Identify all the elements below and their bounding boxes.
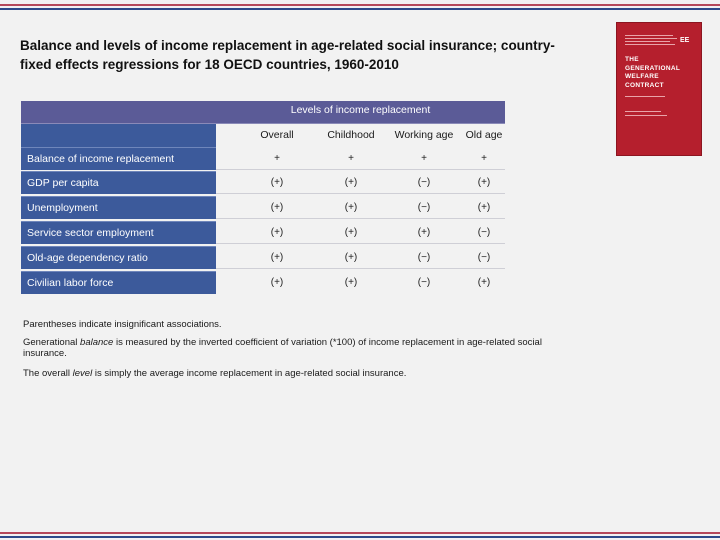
table-cell: (+) bbox=[344, 277, 358, 288]
table-cell: (+) bbox=[417, 227, 431, 238]
table-cell: (−) bbox=[477, 227, 491, 238]
table-cell: (+) bbox=[270, 177, 284, 188]
bottom-rule-red bbox=[0, 532, 720, 534]
table-cell: (+) bbox=[270, 202, 284, 213]
table-row bbox=[21, 171, 505, 194]
table-row bbox=[21, 196, 505, 219]
cover-badge: EE bbox=[680, 37, 690, 44]
table-cell: (+) bbox=[344, 227, 358, 238]
table-cell: (+) bbox=[344, 177, 358, 188]
row-label: Civilian labor force bbox=[21, 271, 216, 294]
row-divider bbox=[216, 243, 505, 244]
table-super-header bbox=[21, 101, 505, 124]
bottom-rule-blue bbox=[0, 536, 720, 538]
table-cell: (+) bbox=[477, 177, 491, 188]
table-row bbox=[21, 147, 505, 170]
row-divider bbox=[216, 193, 505, 194]
super-header-label: Levels of income replacement bbox=[290, 104, 431, 116]
row-divider bbox=[216, 218, 505, 219]
row-label: Unemployment bbox=[21, 196, 216, 219]
table-cell: (−) bbox=[417, 177, 431, 188]
table-cell: (+) bbox=[270, 252, 284, 263]
row-label: Balance of income replacement bbox=[21, 147, 216, 170]
table-cell: + bbox=[421, 153, 427, 164]
top-rule-red bbox=[0, 4, 720, 6]
note-balance: Generational balance is measured by the inverted coefficient of variation (*100) of income replacement in age-related social insurance. bbox=[23, 337, 542, 359]
table-cell: (−) bbox=[417, 252, 431, 263]
table-cell: (+) bbox=[270, 277, 284, 288]
note-insignificant: Parentheses indicate insignificant associations. bbox=[23, 319, 222, 330]
row-label: GDP per capita bbox=[21, 171, 216, 194]
table-cell: (−) bbox=[417, 202, 431, 213]
table-cell: (+) bbox=[344, 252, 358, 263]
column-header-working-age: Working age bbox=[394, 129, 454, 141]
top-rule-blue bbox=[0, 8, 720, 10]
table-cell: (+) bbox=[270, 227, 284, 238]
column-header-old-age: Old age bbox=[465, 129, 503, 141]
table-row bbox=[21, 246, 505, 269]
book-cover-image bbox=[617, 23, 701, 155]
table-row bbox=[21, 271, 505, 294]
table-cell: + bbox=[481, 153, 487, 164]
table-cell: + bbox=[274, 153, 280, 164]
table-cell: + bbox=[348, 153, 354, 164]
column-header-overall: Overall bbox=[260, 129, 294, 141]
table-stub-header bbox=[21, 124, 216, 147]
table-cell: (−) bbox=[477, 252, 491, 263]
row-label: Old-age dependency ratio bbox=[21, 246, 216, 269]
slide-title: Balance and levels of income replacement in age-related social insurance; country-fixed effects regressions for 18 OECD countries, 1960-2010 bbox=[20, 38, 555, 72]
row-divider bbox=[216, 169, 505, 170]
note-level: The overall level is simply the average income replacement in age-related social insurance. bbox=[23, 368, 407, 379]
table-cell: (+) bbox=[344, 202, 358, 213]
table-cell: (−) bbox=[417, 277, 431, 288]
row-divider bbox=[216, 268, 505, 269]
row-label: Service sector employment bbox=[21, 221, 216, 244]
table-cell: (+) bbox=[477, 277, 491, 288]
column-header-childhood: Childhood bbox=[327, 129, 375, 141]
table-row bbox=[21, 221, 505, 244]
table-cell: (+) bbox=[477, 202, 491, 213]
cover-title: THE GENERATIONAL WELFARE CONTRACT bbox=[625, 56, 681, 89]
